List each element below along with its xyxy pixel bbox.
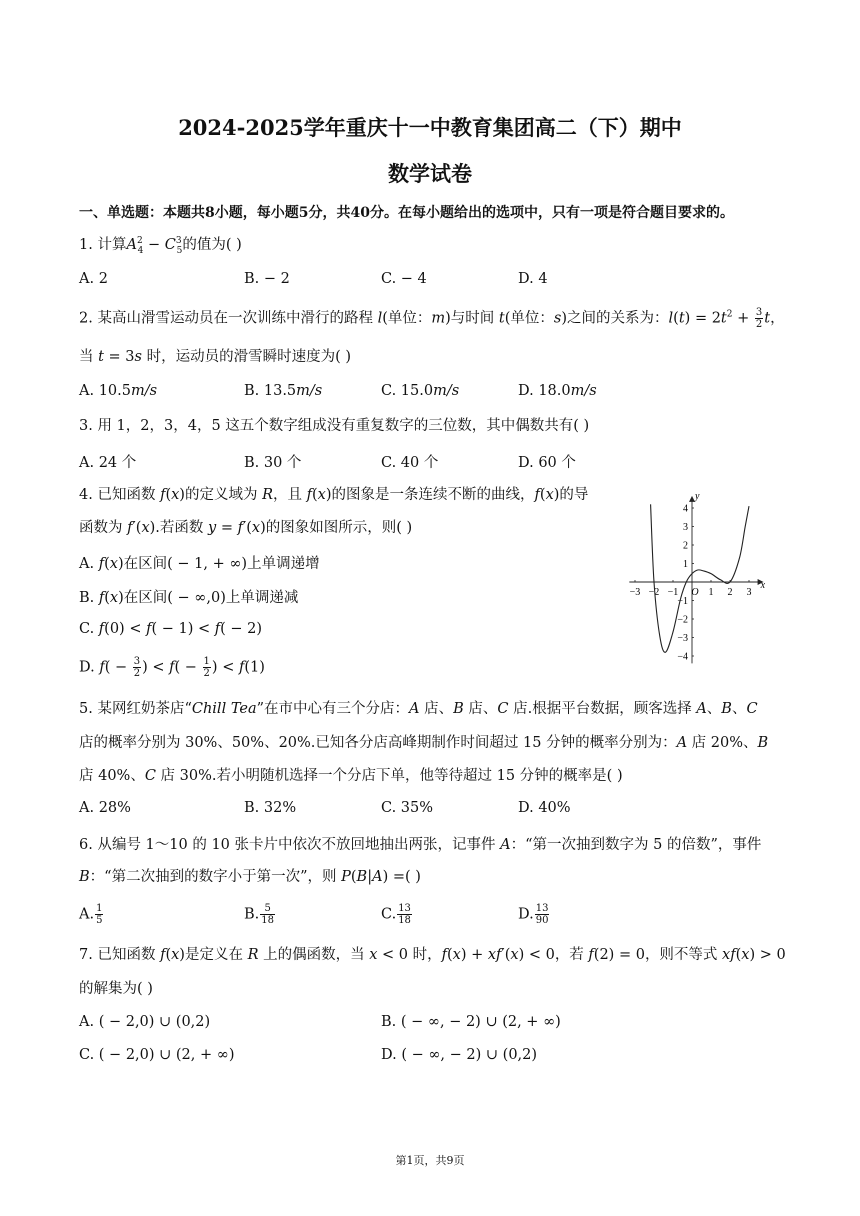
section-heading: 一、单选题：本题共8小题，每小题5分，共40分。在每小题给出的选项中，只有一项是符合题目要求的。 xyxy=(79,205,734,221)
question-2-line-1: 2. 某高山滑雪运动员在一次训练中滑行的路程 l(单位：m)与时间 t(单位：s)之间的关系为：$l(t) = 2t^2$ + $\frac{3}{2}$ t， xyxy=(79,307,785,330)
x-tick-label: 3 xyxy=(746,587,752,598)
q1-prefix: 1. 计算 xyxy=(79,237,127,253)
q2-option-b[interactable]: B. 13.5m/s xyxy=(244,383,323,399)
q5-option-a[interactable]: A. 28% xyxy=(79,800,131,816)
question-2-line-2: 当 t = 3s 时，运动员的滑雪瞬时速度为( ) xyxy=(79,349,352,365)
question-5-line-3: 店 40%、C 店 30%.若小明随机选择一个分店下单，他等待超过 15 分钟的概率是( ) xyxy=(79,768,623,784)
q3-option-c[interactable]: C. 40 个 xyxy=(381,455,439,471)
q4-option-d[interactable]: D. f( − $\frac{3}{2}$ ) < f( − $\frac{1}{2}$ ) < f(1) xyxy=(79,656,265,679)
question-5-line-1: 5. 某网红奶茶店“Chill Tea”在市中心有三个分店：A 店、B 店、C 店.根据平台数据，顾客选择 A、B、C xyxy=(79,701,758,717)
q1-option-c[interactable]: C. − 4 xyxy=(381,271,427,287)
q6-option-a[interactable]: A. $\frac{1}{5}$ xyxy=(79,903,103,926)
x-tick-label: 1 xyxy=(708,587,714,598)
q1-option-a[interactable]: A. 2 xyxy=(79,271,108,287)
question-4-line-2: 函数为 f′(x).若函数 y = f′(x)的图象如图所示，则( ) xyxy=(79,520,413,536)
derivative-curve xyxy=(648,504,749,652)
q7-option-d[interactable]: D. ( − ∞, − 2) ∪ (0,2) xyxy=(381,1047,538,1063)
y-tick-label: 2 xyxy=(683,540,688,552)
q7-option-c[interactable]: C. ( − 2,0) ∪ (2, + ∞) xyxy=(79,1047,235,1063)
x-tick-label: O xyxy=(691,587,699,598)
y-tick-label: 1 xyxy=(683,559,688,570)
question-7-line-1: 7. 已知函数 f(x)是定义在 R 上的偶函数，当 x < 0 时，f(x) + xf′(x) < 0，若 f(2) = 0，则不等式 xf(x) > 0 xyxy=(79,947,786,963)
q4-option-c[interactable]: C. f(0) < f( − 1) < f( − 2) xyxy=(79,621,263,637)
q6-option-c[interactable]: C. $\frac{13}{18}$ xyxy=(381,903,411,926)
question-7-line-2: 的解集为( ) xyxy=(79,981,153,997)
y-tick-label: −2 xyxy=(677,614,688,626)
x-tick-label: −2 xyxy=(648,587,660,598)
x-tick-label: 2 xyxy=(727,587,733,598)
exam-title: 2024-2025学年重庆十一中教育集团高二（下）期中 xyxy=(178,115,682,140)
derivative-graph xyxy=(620,478,788,680)
y-tick-label: 4 xyxy=(683,503,688,515)
q6-option-b[interactable]: B. $\frac{5}{18}$ xyxy=(244,903,274,926)
question-4-line-1: 4. 已知函数 f(x)的定义域为 R，且 f(x)的图象是一条连续不断的曲线，f(x)的导 xyxy=(79,487,589,503)
q3-option-a[interactable]: A. 24 个 xyxy=(79,455,137,471)
question-6-line-2: B：“第二次抽到的数字小于第一次”，则 P(B|A) =( ) xyxy=(79,869,421,885)
exam-subtitle: 数学试卷 xyxy=(388,161,472,186)
q5-option-d[interactable]: D. 40% xyxy=(518,800,571,816)
question-6-line-1: 6. 从编号 1～10 的 10 张卡片中依次不放回地抽出两张，记事件 A：“第一次抽到数字为 5 的倍数”，事件 xyxy=(79,837,762,853)
q7-option-b[interactable]: B. ( − ∞, − 2) ∪ (2, + ∞) xyxy=(381,1014,561,1030)
y-tick-label: 3 xyxy=(683,522,688,533)
q5-option-c[interactable]: C. 35% xyxy=(381,800,434,816)
question-1: 1. 计算$A^2_4 - C^3_5$的值为( ) xyxy=(79,236,242,256)
q4-option-a[interactable]: A. f(x)在区间( − 1, + ∞)上单调递增 xyxy=(79,556,320,572)
q6-option-d[interactable]: D. $\frac{13}{90}$ xyxy=(518,903,549,926)
q3-option-d[interactable]: D. 60 个 xyxy=(518,455,576,471)
page-footer: 第1页，共9页 xyxy=(395,1154,465,1167)
y-tick-label: −3 xyxy=(677,633,688,644)
q2-option-a[interactable]: A. 10.5m/s xyxy=(79,383,158,399)
y-tick-label: −4 xyxy=(677,651,688,663)
q1-option-d[interactable]: D. 4 xyxy=(518,271,548,287)
y-axis-label: y xyxy=(695,490,700,502)
q5-option-b[interactable]: B. 32% xyxy=(244,800,297,816)
y-tick-label: −1 xyxy=(677,596,688,607)
q2-option-c[interactable]: C. 15.0m/s xyxy=(381,383,460,399)
q1-option-b[interactable]: B. − 2 xyxy=(244,271,290,287)
q1-suffix: 的值为( ) xyxy=(182,237,242,253)
x-tick-label: −1 xyxy=(667,587,679,598)
question-5-line-2: 店的概率分别为 30%、50%、20%.已知各分店高峰期制作时间超过 15 分钟的概率分别为：A 店 20%、B xyxy=(79,735,769,751)
q2-option-d[interactable]: D. 18.0m/s xyxy=(518,383,597,399)
x-axis-label: x xyxy=(760,580,766,591)
question-3: 3. 用 1，2，3，4，5 这五个数字组成没有重复数字的三位数，其中偶数共有( ) xyxy=(79,418,590,434)
x-tick-label: −3 xyxy=(629,587,641,598)
q4-option-b[interactable]: B. f(x)在区间( − ∞,0)上单调递减 xyxy=(79,590,299,606)
q3-option-b[interactable]: B. 30 个 xyxy=(244,455,302,471)
q7-option-a[interactable]: A. ( − 2,0) ∪ (0,2) xyxy=(79,1014,211,1030)
